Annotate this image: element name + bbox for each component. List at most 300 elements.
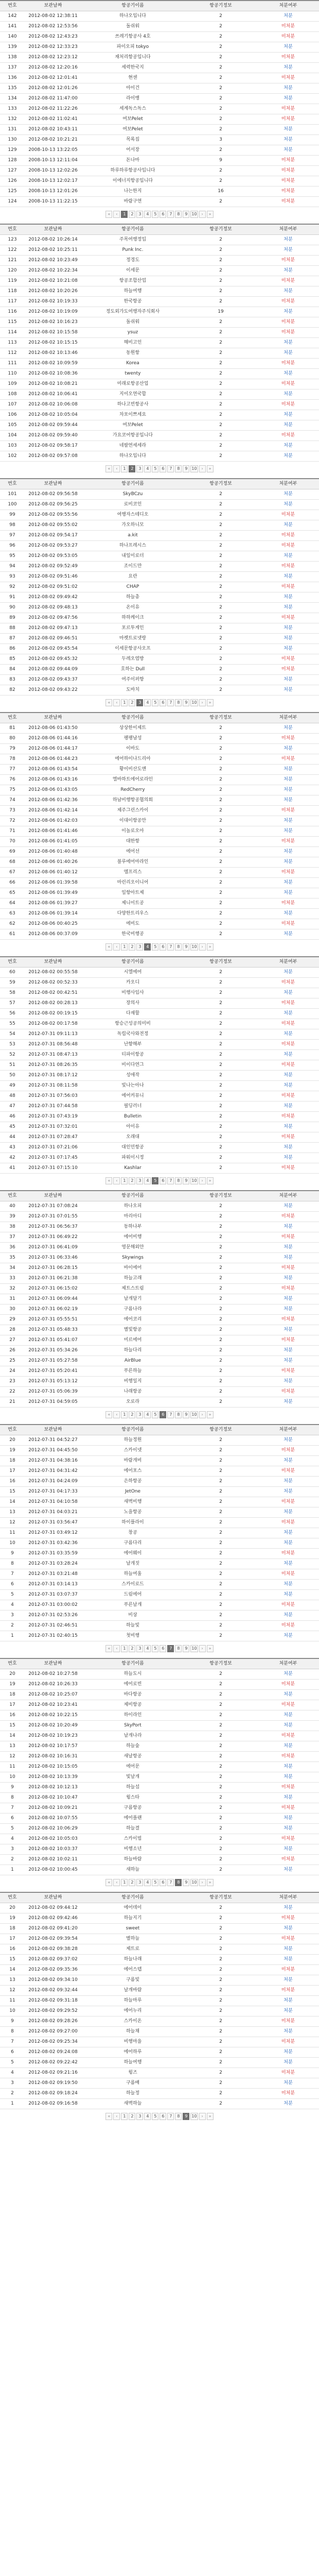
table-row[interactable] [0, 644, 319, 654]
table-row[interactable] [0, 1569, 319, 1580]
pager-prev-button[interactable]: ‹ [113, 943, 120, 951]
table-row[interactable] [0, 389, 319, 400]
page-number-button[interactable]: 7 [167, 211, 174, 218]
page-number-button[interactable]: 1 [121, 1645, 128, 1652]
page-number-button[interactable]: 9 [183, 211, 189, 218]
page-number-button[interactable]: 3 [136, 465, 143, 472]
table-row[interactable] [0, 1284, 319, 1294]
table-row[interactable] [0, 276, 319, 286]
table-row[interactable] [0, 2058, 319, 2068]
table-row[interactable] [0, 1487, 319, 1497]
page-number-button[interactable]: 10 [190, 465, 198, 472]
table-row[interactable] [0, 1793, 319, 1803]
table-row[interactable] [0, 156, 319, 166]
table-row[interactable] [0, 2016, 319, 2027]
table-row[interactable] [0, 1975, 319, 1986]
table-row[interactable] [0, 1803, 319, 1814]
table-row[interactable] [0, 1132, 319, 1143]
page-number-button[interactable]: 5 [152, 1411, 158, 1418]
page-number-button[interactable]: 2 [129, 699, 135, 706]
table-row[interactable] [0, 1325, 319, 1335]
table-row[interactable] [0, 1101, 319, 1112]
table-row[interactable] [0, 1304, 319, 1315]
table-row[interactable] [0, 145, 319, 156]
page-number-button[interactable]: 1 [121, 211, 128, 218]
page-number-button[interactable]: 2 [129, 943, 135, 951]
pager-prev-button[interactable]: ‹ [113, 1411, 120, 1418]
table-row[interactable] [0, 1528, 319, 1538]
pager-prev-button[interactable]: ‹ [113, 1645, 120, 1652]
page-number-button[interactable]: 9 [183, 943, 189, 951]
page-number-button[interactable]: 2 [129, 465, 135, 472]
table-row[interactable] [0, 94, 319, 104]
page-number-button[interactable]: 6 [160, 1879, 166, 1886]
table-row[interactable] [0, 307, 319, 317]
page-number-button[interactable]: 2 [129, 1879, 135, 1886]
pager-prev-button[interactable]: ‹ [113, 699, 120, 706]
page-number-button[interactable]: 10 [190, 1645, 198, 1652]
page-number-button[interactable]: 3 [136, 1645, 143, 1652]
page-number-button[interactable]: 10 [190, 1177, 198, 1184]
table-row[interactable] [0, 1934, 319, 1944]
table-row[interactable] [0, 603, 319, 613]
table-row[interactable] [0, 1611, 319, 1621]
pager-prev-button[interactable]: ‹ [113, 1879, 120, 1886]
table-row[interactable] [0, 806, 319, 816]
page-number-button[interactable]: 1 [121, 465, 128, 472]
table-row[interactable] [0, 1143, 319, 1153]
table-row[interactable] [0, 744, 319, 754]
pager-prev-button[interactable]: ‹ [113, 465, 120, 472]
table-row[interactable] [0, 1346, 319, 1356]
table-row[interactable] [0, 73, 319, 83]
table-row[interactable] [0, 317, 319, 328]
table-row[interactable] [0, 1163, 319, 1174]
table-row[interactable] [0, 754, 319, 765]
page-number-button[interactable]: 3 [136, 943, 143, 951]
page-number-button[interactable]: 4 [144, 1879, 151, 1886]
pager-first-button[interactable]: « [105, 1645, 112, 1652]
page-number-button[interactable]: 10 [190, 943, 198, 951]
page-number-button[interactable]: 8 [175, 2113, 182, 2120]
pager-first-button[interactable]: « [105, 1411, 112, 1418]
table-row[interactable] [0, 1456, 319, 1466]
table-row[interactable] [0, 22, 319, 32]
pager-next-button[interactable]: › [199, 2113, 206, 2120]
page-number-button[interactable]: 3 [136, 211, 143, 218]
table-row[interactable] [0, 551, 319, 562]
table-row[interactable] [0, 1700, 319, 1710]
table-row[interactable] [0, 1335, 319, 1346]
page-number-button[interactable]: 9 [183, 465, 189, 472]
page-number-button[interactable]: 5 [152, 1177, 158, 1184]
page-number-button[interactable]: 9 [183, 1177, 189, 1184]
table-row[interactable] [0, 613, 319, 623]
table-row[interactable] [0, 909, 319, 919]
table-row[interactable] [0, 1212, 319, 1222]
table-row[interactable] [0, 1986, 319, 1996]
pager-last-button[interactable]: » [207, 1411, 214, 1418]
page-number-button[interactable]: 3 [136, 1177, 143, 1184]
pager-last-button[interactable]: » [207, 943, 214, 951]
table-row[interactable] [0, 1435, 319, 1446]
page-number-button[interactable]: 2 [129, 1177, 135, 1184]
table-row[interactable] [0, 266, 319, 276]
table-row[interactable] [0, 1243, 319, 1253]
page-number-button[interactable]: 5 [152, 1645, 158, 1652]
table-row[interactable] [0, 1518, 319, 1528]
table-row[interactable] [0, 1669, 319, 1680]
page-number-button[interactable]: 8 [175, 1879, 182, 1886]
pager-last-button[interactable]: » [207, 1645, 214, 1652]
pager-first-button[interactable]: « [105, 1879, 112, 1886]
table-row[interactable] [0, 1201, 319, 1212]
pager-next-button[interactable]: › [199, 1177, 206, 1184]
page-number-button[interactable]: 9 [183, 1411, 189, 1418]
pager-next-button[interactable]: › [199, 1411, 206, 1418]
pager-next-button[interactable]: › [199, 1879, 206, 1886]
page-number-button[interactable]: 5 [152, 2113, 158, 2120]
table-row[interactable] [0, 135, 319, 145]
table-row[interactable] [0, 1710, 319, 1721]
table-row[interactable] [0, 795, 319, 806]
page-number-button[interactable]: 7 [167, 1177, 174, 1184]
page-number-button[interactable]: 10 [190, 1411, 198, 1418]
page-number-button[interactable]: 4 [144, 943, 151, 951]
table-row[interactable] [0, 1315, 319, 1325]
table-row[interactable] [0, 1040, 319, 1050]
table-row[interactable] [0, 2027, 319, 2037]
table-row[interactable] [0, 1855, 319, 1865]
pager-first-button[interactable]: « [105, 465, 112, 472]
table-row[interactable] [0, 520, 319, 531]
table-row[interactable] [0, 359, 319, 369]
page-number-button[interactable]: 6 [160, 699, 166, 706]
page-number-button[interactable]: 5 [152, 465, 158, 472]
pager-first-button[interactable]: « [105, 2113, 112, 2120]
table-row[interactable] [0, 420, 319, 431]
pager-last-button[interactable]: » [207, 1879, 214, 1886]
table-row[interactable] [0, 1824, 319, 1834]
page-number-button[interactable]: 6 [160, 1645, 166, 1652]
page-number-button[interactable]: 1 [121, 1177, 128, 1184]
table-row[interactable] [0, 1549, 319, 1559]
page-number-button[interactable]: 9 [183, 1645, 189, 1652]
table-row[interactable] [0, 1060, 319, 1071]
table-row[interactable] [0, 816, 319, 826]
table-row[interactable] [0, 868, 319, 878]
table-row[interactable] [0, 1029, 319, 1040]
pager-prev-button[interactable]: ‹ [113, 211, 120, 218]
page-number-button[interactable]: 2 [129, 1411, 135, 1418]
table-row[interactable] [0, 1397, 319, 1408]
table-row[interactable] [0, 197, 319, 207]
table-row[interactable] [0, 2047, 319, 2058]
table-row[interactable] [0, 1294, 319, 1304]
table-row[interactable] [0, 1690, 319, 1700]
table-row[interactable] [0, 837, 319, 847]
table-row[interactable] [0, 400, 319, 410]
table-row[interactable] [0, 500, 319, 510]
pager-first-button[interactable]: « [105, 943, 112, 951]
table-row[interactable] [0, 235, 319, 245]
page-number-button[interactable]: 7 [167, 943, 174, 951]
table-row[interactable] [0, 1559, 319, 1569]
page-number-button[interactable]: 8 [175, 1645, 182, 1652]
page-number-button[interactable]: 8 [175, 1411, 182, 1418]
table-row[interactable] [0, 675, 319, 685]
page-number-button[interactable]: 7 [167, 1645, 174, 1652]
table-row[interactable] [0, 654, 319, 665]
table-row[interactable] [0, 1538, 319, 1549]
table-row[interactable] [0, 42, 319, 53]
table-row[interactable] [0, 1731, 319, 1741]
table-row[interactable] [0, 1477, 319, 1487]
table-row[interactable] [0, 451, 319, 462]
page-number-button[interactable]: 6 [160, 1411, 166, 1418]
table-row[interactable] [0, 1263, 319, 1274]
table-row[interactable] [0, 510, 319, 520]
table-row[interactable] [0, 1944, 319, 1955]
table-row[interactable] [0, 723, 319, 734]
table-row[interactable] [0, 1507, 319, 1518]
pager-first-button[interactable]: « [105, 211, 112, 218]
page-number-button[interactable]: 1 [121, 1879, 128, 1886]
page-number-button[interactable]: 4 [144, 465, 151, 472]
page-number-button[interactable]: 10 [190, 2113, 198, 2120]
pager-next-button[interactable]: › [199, 1645, 206, 1652]
page-number-button[interactable]: 6 [160, 1177, 166, 1184]
pager-first-button[interactable]: « [105, 699, 112, 706]
table-row[interactable] [0, 379, 319, 389]
table-row[interactable] [0, 328, 319, 338]
table-row[interactable] [0, 369, 319, 379]
table-row[interactable] [0, 1446, 319, 1456]
page-number-button[interactable]: 9 [183, 1879, 189, 1886]
table-row[interactable] [0, 623, 319, 634]
pager-last-button[interactable]: » [207, 1177, 214, 1184]
table-row[interactable] [0, 899, 319, 909]
pager-last-button[interactable]: » [207, 465, 214, 472]
table-row[interactable] [0, 2006, 319, 2016]
page-number-button[interactable]: 10 [190, 1879, 198, 1886]
table-row[interactable] [0, 1834, 319, 1844]
table-row[interactable] [0, 878, 319, 888]
table-row[interactable] [0, 1466, 319, 1477]
table-row[interactable] [0, 888, 319, 899]
page-number-button[interactable]: 9 [183, 2113, 189, 2120]
page-number-button[interactable]: 4 [144, 211, 151, 218]
table-row[interactable] [0, 1356, 319, 1366]
page-number-button[interactable]: 8 [175, 465, 182, 472]
table-row[interactable] [0, 338, 319, 348]
table-row[interactable] [0, 2068, 319, 2078]
table-row[interactable] [0, 1009, 319, 1019]
page-number-button[interactable]: 7 [167, 1879, 174, 1886]
page-number-button[interactable]: 5 [152, 1879, 158, 1886]
page-number-button[interactable]: 3 [136, 2113, 143, 2120]
table-row[interactable] [0, 1387, 319, 1397]
page-number-button[interactable]: 10 [190, 211, 198, 218]
page-number-button[interactable]: 10 [190, 699, 198, 706]
pager-last-button[interactable]: » [207, 2113, 214, 2120]
pager-next-button[interactable]: › [199, 211, 206, 218]
page-number-button[interactable]: 2 [129, 2113, 135, 2120]
table-row[interactable] [0, 1903, 319, 1913]
table-row[interactable] [0, 826, 319, 837]
page-number-button[interactable]: 2 [129, 1645, 135, 1652]
table-row[interactable] [0, 1844, 319, 1855]
pager-next-button[interactable]: › [199, 943, 206, 951]
table-row[interactable] [0, 775, 319, 785]
table-row[interactable] [0, 83, 319, 94]
table-row[interactable] [0, 1631, 319, 1641]
table-row[interactable] [0, 582, 319, 592]
table-row[interactable] [0, 187, 319, 197]
page-number-button[interactable]: 1 [121, 2113, 128, 2120]
page-number-button[interactable]: 8 [175, 699, 182, 706]
table-row[interactable] [0, 541, 319, 551]
table-row[interactable] [0, 572, 319, 582]
page-number-button[interactable]: 3 [136, 699, 143, 706]
pager-next-button[interactable]: › [199, 699, 206, 706]
page-number-button[interactable]: 6 [160, 2113, 166, 2120]
page-number-button[interactable]: 4 [144, 1411, 151, 1418]
table-row[interactable] [0, 53, 319, 63]
table-row[interactable] [0, 1377, 319, 1387]
table-row[interactable] [0, 1366, 319, 1377]
table-row[interactable] [0, 592, 319, 603]
table-row[interactable] [0, 765, 319, 775]
table-row[interactable] [0, 348, 319, 359]
pager-prev-button[interactable]: ‹ [113, 2113, 120, 2120]
page-number-button[interactable]: 4 [144, 1177, 151, 1184]
table-row[interactable] [0, 1274, 319, 1284]
table-row[interactable] [0, 1091, 319, 1101]
table-row[interactable] [0, 1741, 319, 1752]
table-row[interactable] [0, 1965, 319, 1975]
table-row[interactable] [0, 1253, 319, 1263]
table-row[interactable] [0, 1122, 319, 1132]
page-number-button[interactable]: 2 [129, 211, 135, 218]
table-row[interactable] [0, 104, 319, 114]
table-row[interactable] [0, 176, 319, 187]
page-number-button[interactable]: 6 [160, 465, 166, 472]
table-row[interactable] [0, 857, 319, 868]
table-row[interactable] [0, 634, 319, 644]
table-row[interactable] [0, 114, 319, 125]
table-row[interactable] [0, 531, 319, 541]
table-row[interactable] [0, 1081, 319, 1091]
page-number-button[interactable]: 1 [121, 699, 128, 706]
table-row[interactable] [0, 431, 319, 441]
table-row[interactable] [0, 1222, 319, 1232]
table-row[interactable] [0, 1019, 319, 1029]
table-row[interactable] [0, 1762, 319, 1772]
table-row[interactable] [0, 1814, 319, 1824]
table-row[interactable] [0, 1621, 319, 1631]
table-row[interactable] [0, 1721, 319, 1731]
table-row[interactable] [0, 489, 319, 500]
table-row[interactable] [0, 245, 319, 256]
table-row[interactable] [0, 1996, 319, 2006]
page-number-button[interactable]: 4 [144, 699, 151, 706]
page-number-button[interactable]: 7 [167, 1411, 174, 1418]
table-row[interactable] [0, 32, 319, 42]
table-row[interactable] [0, 1497, 319, 1507]
page-number-button[interactable]: 7 [167, 699, 174, 706]
table-row[interactable] [0, 1112, 319, 1122]
table-row[interactable] [0, 1580, 319, 1590]
table-row[interactable] [0, 1153, 319, 1163]
table-row[interactable] [0, 1752, 319, 1762]
pager-first-button[interactable]: « [105, 1177, 112, 1184]
table-row[interactable] [0, 847, 319, 857]
table-row[interactable] [0, 1232, 319, 1243]
table-row[interactable] [0, 968, 319, 978]
page-number-button[interactable]: 8 [175, 943, 182, 951]
page-number-button[interactable]: 8 [175, 1177, 182, 1184]
page-number-button[interactable]: 4 [144, 2113, 151, 2120]
pager-last-button[interactable]: » [207, 211, 214, 218]
table-row[interactable] [0, 562, 319, 572]
table-row[interactable] [0, 297, 319, 307]
table-row[interactable] [0, 1050, 319, 1060]
table-row[interactable] [0, 63, 319, 73]
page-number-button[interactable]: 5 [152, 943, 158, 951]
table-row[interactable] [0, 734, 319, 744]
table-row[interactable] [0, 1772, 319, 1783]
pager-prev-button[interactable]: ‹ [113, 1177, 120, 1184]
table-row[interactable] [0, 685, 319, 696]
table-row[interactable] [0, 1955, 319, 1965]
table-row[interactable] [0, 11, 319, 22]
page-number-button[interactable]: 5 [152, 699, 158, 706]
table-row[interactable] [0, 410, 319, 420]
page-number-button[interactable]: 5 [152, 211, 158, 218]
table-row[interactable] [0, 125, 319, 135]
table-row[interactable] [0, 665, 319, 675]
table-row[interactable] [0, 1071, 319, 1081]
page-number-button[interactable]: 3 [136, 1411, 143, 1418]
pager-last-button[interactable]: » [207, 699, 214, 706]
table-row[interactable] [0, 785, 319, 795]
table-row[interactable] [0, 1600, 319, 1611]
page-number-button[interactable]: 4 [144, 1645, 151, 1652]
table-row[interactable] [0, 929, 319, 940]
page-number-button[interactable]: 6 [160, 211, 166, 218]
table-row[interactable] [0, 2037, 319, 2047]
page-number-button[interactable]: 1 [121, 1411, 128, 1418]
table-row[interactable] [0, 1924, 319, 1934]
table-row[interactable] [0, 1590, 319, 1600]
table-row[interactable] [0, 2078, 319, 2089]
pager-next-button[interactable]: › [199, 465, 206, 472]
page-number-button[interactable]: 1 [121, 943, 128, 951]
table-row[interactable] [0, 2099, 319, 2109]
table-row[interactable] [0, 1783, 319, 1793]
table-row[interactable] [0, 166, 319, 176]
table-row[interactable] [0, 919, 319, 929]
page-number-button[interactable]: 7 [167, 465, 174, 472]
table-row[interactable] [0, 1865, 319, 1875]
table-row[interactable] [0, 2089, 319, 2099]
page-number-button[interactable]: 6 [160, 943, 166, 951]
page-number-button[interactable]: 9 [183, 699, 189, 706]
table-row[interactable] [0, 978, 319, 988]
table-row[interactable] [0, 1680, 319, 1690]
page-number-button[interactable]: 8 [175, 211, 182, 218]
